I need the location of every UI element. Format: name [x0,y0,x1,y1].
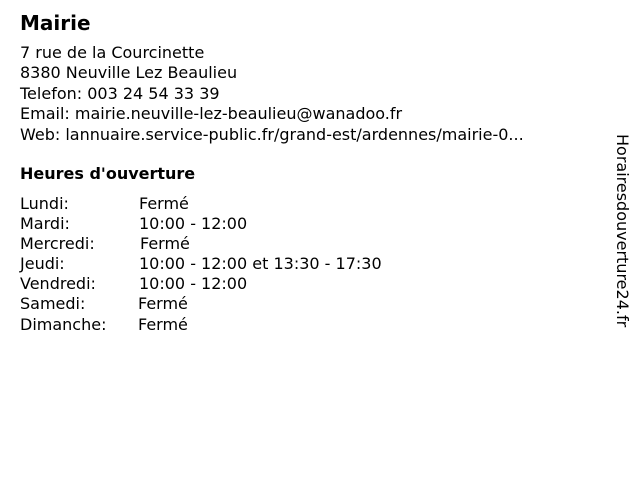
phone-text: Telefon: 003 24 54 33 39 [20,83,220,103]
email-text: Email: mairie.neuville-lez-beaulieu@wanadoo.fr [20,104,403,124]
hours-value: 10:00 - 12:00 et 13:30 - 17:30 [139,254,382,274]
contact-block [20,43,524,145]
page-title: Mairie [20,11,91,35]
day-label: Jeudi: [20,254,65,274]
hours-value: 10:00 - 12:00 [139,214,248,234]
address-street: 7 rue de la Courcinette [20,43,205,62]
day-label: Samedi: [20,294,86,314]
watermark-text: Horairesdouverture24.fr [613,134,632,328]
hours-value: Fermé [139,194,189,213]
hours-value: Fermé [138,294,188,314]
address-city: 8380 Neuville Lez Beaulieu [20,63,238,83]
hours-value: Fermé [140,234,190,254]
day-label: Lundi: [20,194,69,213]
web-text: Web: lannuaire.service-public.fr/grand-est/ardennes/mairie-0... [20,124,524,144]
day-label: Mardi: [20,214,70,234]
day-label: Mercredi: [20,234,95,254]
day-label: Vendredi: [20,274,96,294]
hours-value: Fermé [138,314,188,334]
hours-value: 10:00 - 12:00 [139,274,248,294]
watermark [612,134,632,374]
day-label: Dimanche: [20,314,107,334]
hours-heading: Heures d'ouverture [20,164,196,183]
